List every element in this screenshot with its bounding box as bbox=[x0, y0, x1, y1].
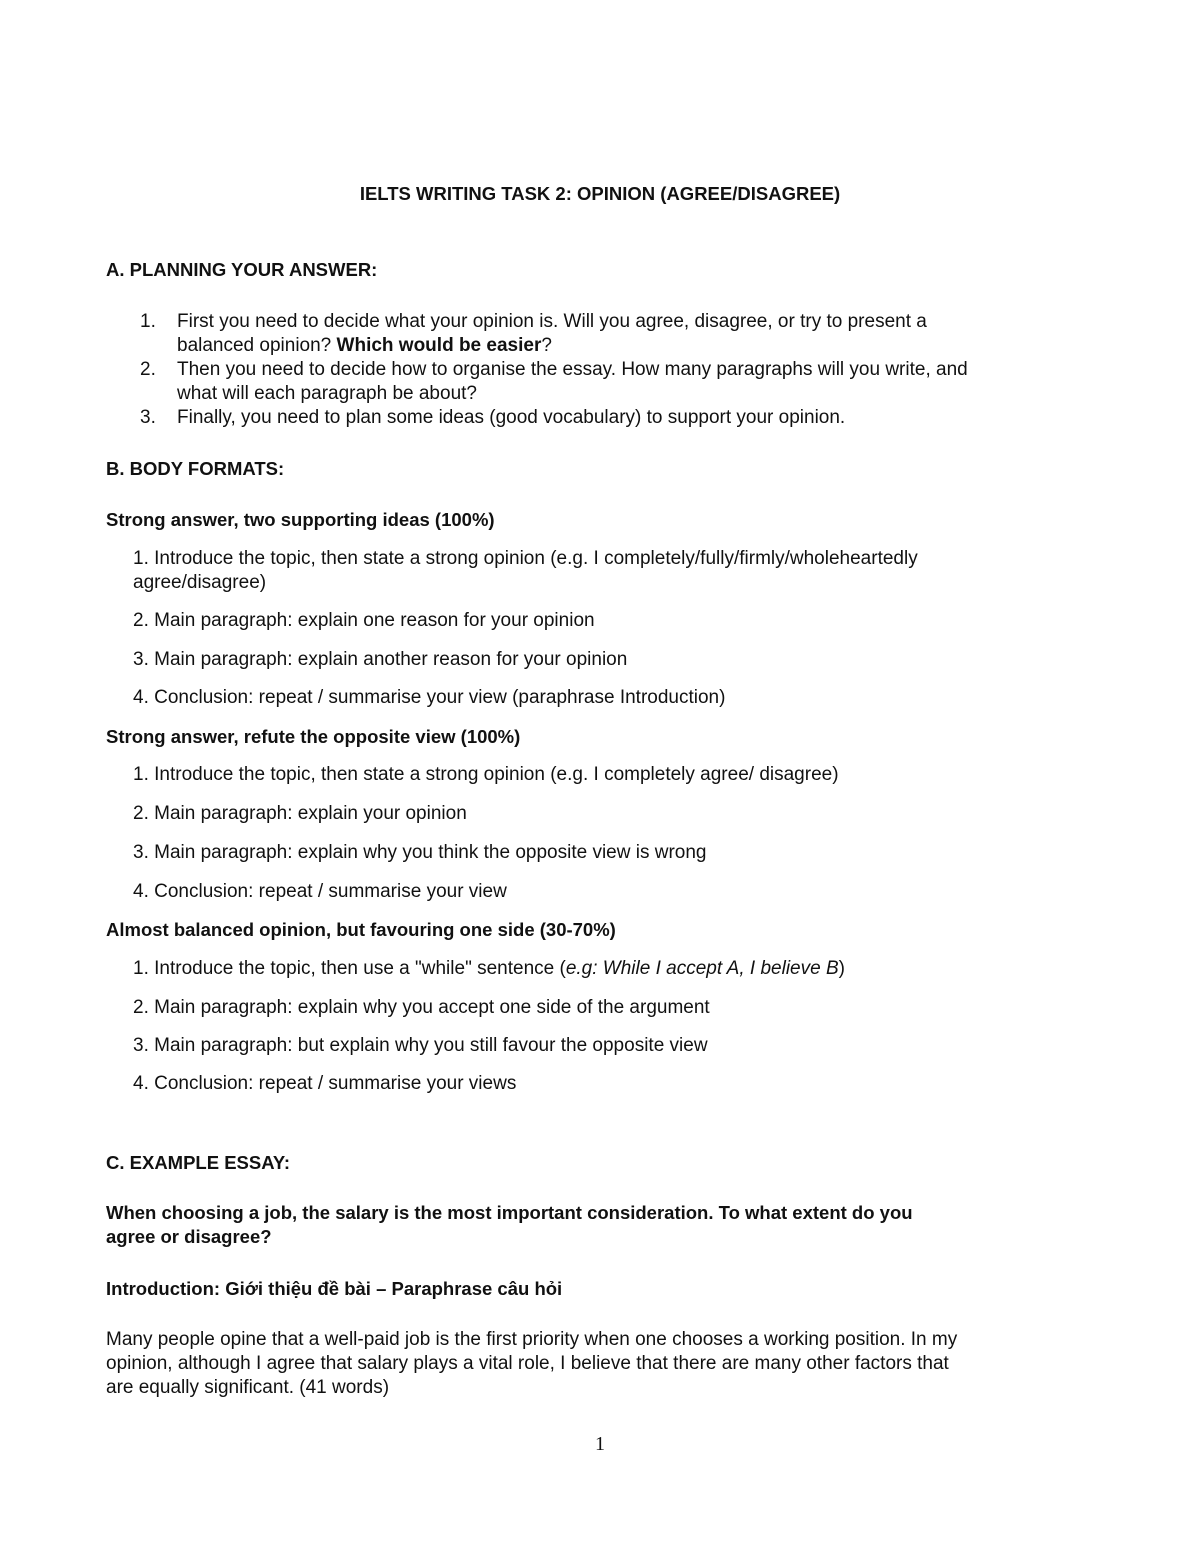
plan-item-number: 3. bbox=[140, 407, 156, 428]
format-1-item-2: 2. Main paragraph: explain one reason for your opinion bbox=[133, 610, 595, 631]
example-text: e.g: While I accept A, I believe B bbox=[565, 958, 839, 979]
essay-question: When choosing a job, the salary is the most important consideration. To what extent do you bbox=[106, 1202, 913, 1223]
format-2-item-2: 2. Main paragraph: explain your opinion bbox=[133, 803, 467, 824]
format-1-item-3: 3. Main paragraph: explain another reason for your opinion bbox=[133, 649, 628, 670]
plan-item-text-cont: what will each paragraph be about? bbox=[177, 383, 477, 404]
format-3-item-2: 2. Main paragraph: explain why you accept one side of the argument bbox=[133, 997, 710, 1018]
plan-item-text-cont: balanced opinion? Which would be easier? bbox=[177, 335, 552, 356]
plan-item-2-cont bbox=[140, 382, 1100, 406]
essay-question-cont: agree or disagree? bbox=[106, 1226, 272, 1247]
format-1-item-1: 1. Introduce the topic, then state a strong opinion (e.g. I completely/fully/firmly/wholeheartedly bbox=[133, 548, 918, 569]
format-2-item-1: 1. Introduce the topic, then state a strong opinion (e.g. I completely agree/ disagree) bbox=[133, 764, 839, 785]
plan-item-3 bbox=[140, 406, 1100, 430]
section-c-heading: C. EXAMPLE ESSAY: bbox=[106, 1152, 291, 1173]
format-3-item-4: 4. Conclusion: repeat / summarise your views bbox=[133, 1073, 517, 1094]
format-2-item-4: 4. Conclusion: repeat / summarise your view bbox=[133, 881, 507, 902]
format-3-item-3: 3. Main paragraph: but explain why you still favour the opposite view bbox=[133, 1035, 708, 1056]
section-a-heading: A. PLANNING YOUR ANSWER: bbox=[106, 259, 378, 280]
plan-item-number: 2. bbox=[140, 359, 156, 380]
intro-paragraph-line-3: are equally significant. (41 words) bbox=[106, 1377, 390, 1398]
plan-item-text: Then you need to decide how to organise the essay. How many paragraphs will you write, and bbox=[177, 359, 968, 380]
plan-item-1-cont bbox=[140, 334, 1100, 358]
plan-item-1 bbox=[140, 310, 1100, 334]
intro-paragraph-line-2: opinion, although I agree that salary plays a vital role, I believe that there are many other factors that bbox=[106, 1353, 949, 1374]
format-3-item-1: 1. Introduce the topic, then use a "while" sentence (e.g: While I accept A, I believe B) bbox=[133, 958, 845, 979]
format-2-title: Strong answer, refute the opposite view (100%) bbox=[106, 726, 521, 747]
format-1-item-4: 4. Conclusion: repeat / summarise your view (paraphrase Introduction) bbox=[133, 687, 726, 708]
emphasis-text: Which would be easier bbox=[336, 335, 542, 356]
intro-heading: Introduction: Giới thiệu đề bài – Paraphrase câu hỏi bbox=[106, 1278, 563, 1299]
format-2-item-3: 3. Main paragraph: explain why you think the opposite view is wrong bbox=[133, 842, 707, 863]
plan-item-2 bbox=[140, 358, 1100, 382]
page-number: 1 bbox=[595, 1433, 605, 1455]
format-1-item-1-cont: agree/disagree) bbox=[133, 572, 267, 593]
intro-paragraph-line-1: Many people opine that a well-paid job is the first priority when one chooses a working position. In my bbox=[106, 1329, 958, 1350]
section-b-heading: B. BODY FORMATS: bbox=[106, 458, 285, 479]
plan-item-text: First you need to decide what your opinion is. Will you agree, disagree, or try to present a bbox=[177, 311, 927, 332]
format-1-title: Strong answer, two supporting ideas (100%) bbox=[106, 509, 495, 530]
format-3-title: Almost balanced opinion, but favouring one side (30-70%) bbox=[106, 919, 616, 940]
plan-item-number: 1. bbox=[140, 311, 156, 332]
plan-item-text: Finally, you need to plan some ideas (good vocabulary) to support your opinion. bbox=[177, 407, 846, 428]
document-title: IELTS WRITING TASK 2: OPINION (AGREE/DISAGREE) bbox=[359, 183, 841, 204]
